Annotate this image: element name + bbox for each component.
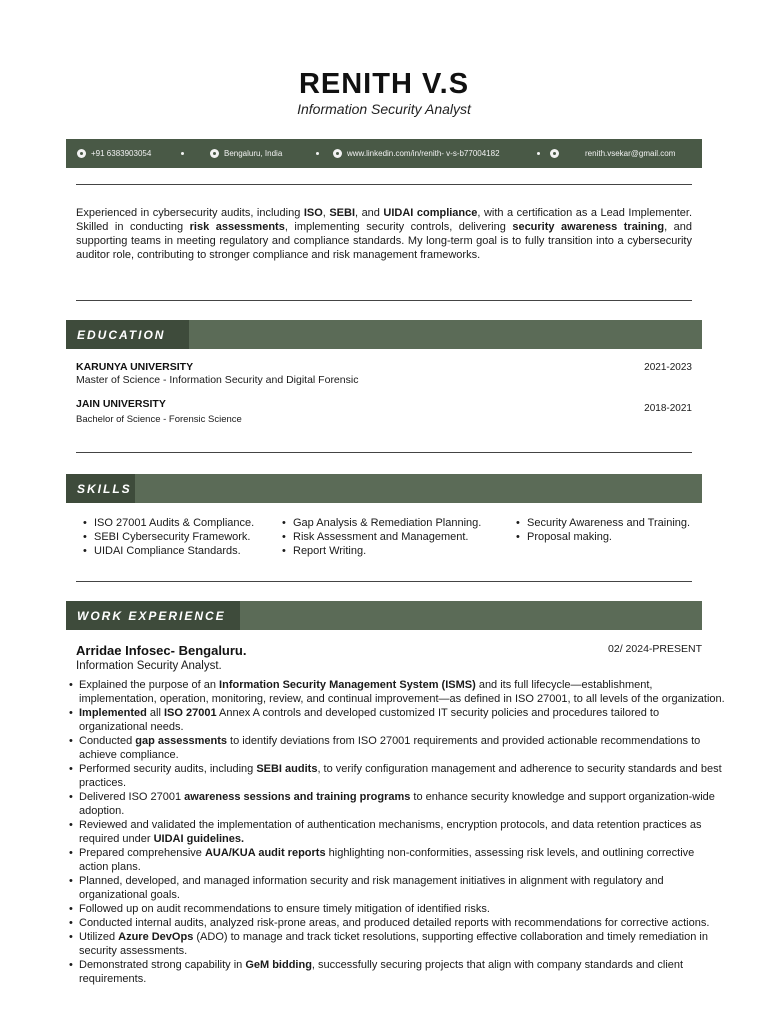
duty-text: highlighting non-conformities, assessing risk levels, and outlining corrective action plans.: [79, 847, 695, 873]
summary-text: , and supporting teams in meeting regulatory and compliance standards. My long-term goal is to fully transition into a cybersecurity auditor role, contributing to stronger compliance and risk management frameworks.: [76, 221, 693, 261]
summary-highlight: ISO: [303, 207, 323, 219]
duty-text: Prepared comprehensive: [79, 847, 205, 859]
work-experience-heading: WORK EXPERIENCE: [66, 601, 240, 630]
skills-column: [80, 516, 254, 558]
skills-column: [513, 516, 690, 544]
skill-item: • Gap Analysis & Remediation Planning.: [279, 516, 481, 530]
email-link[interactable]: renith.vsekar@gmail.com: [585, 149, 676, 158]
duty-text: to identify deviations from ISO 27001 requirements and provided actionable recommendations to achieve compliance.: [79, 735, 701, 761]
duty-item: [66, 958, 726, 986]
duty-text: , to verify configuration management and adherence to security standards and best practices.: [79, 763, 722, 789]
separator-dot: [316, 152, 319, 155]
summary-text: , with a certification as a Lead Implementer. Skilled in conducting: [76, 207, 692, 233]
education-heading: EDUCATION: [66, 320, 189, 349]
contact-email[interactable]: [550, 139, 675, 168]
duty-item: [66, 678, 726, 706]
candidate-name: RENITH V.S: [298, 68, 470, 100]
separator-dot: [181, 152, 184, 155]
contact-location: [210, 139, 282, 168]
duty-text: Followed up on audit recommendations to ensure timely mitigation of identified risks.: [79, 903, 490, 915]
skill-item: • SEBI Cybersecurity Framework.: [80, 530, 254, 544]
skills-column: [279, 516, 481, 558]
duty-text: Delivered ISO 27001: [79, 791, 185, 803]
contact-phone: [77, 139, 151, 168]
duty-item: [66, 874, 726, 902]
education-degree: Master of Science - Information Security and Digital Forensic: [76, 374, 359, 386]
summary-highlight: SEBI: [329, 207, 356, 219]
skill-item: • Risk Assessment and Management.: [279, 530, 481, 544]
education-degree: Bachelor of Science - Forensic Science: [76, 414, 242, 425]
duty-text: Explained the purpose of an: [79, 679, 220, 691]
skill-item: • Report Writing.: [279, 544, 481, 558]
phone-number: +91 6383903054: [91, 149, 152, 158]
work-experience-section-header: [66, 601, 702, 630]
duty-item: [66, 706, 726, 734]
duty-text: (ADO) to manage and track ticket resolutions, supporting effective collaboration and timely remediation in security assessments.: [79, 931, 708, 957]
duty-text: , successfully securing projects that align with company standards and client requirements.: [79, 959, 684, 985]
duty-text: Conducted internal audits, analyzed risk-prone areas, and produced detailed reports with recommendations for corrective actions.: [79, 917, 710, 929]
separator-dot: [537, 152, 540, 155]
email-icon: [550, 149, 559, 158]
duty-highlight: ISO 27001: [163, 707, 217, 719]
education-years: 2018-2021: [644, 403, 692, 414]
summary-text: , implementing security controls, delivering: [284, 221, 513, 233]
summary-highlight: risk assessments: [189, 221, 285, 233]
job-dates: 02/ 2024-PRESENT: [608, 643, 702, 655]
duty-item: [66, 846, 726, 874]
duty-highlight: Azure DevOps: [118, 931, 194, 943]
duty-item: [66, 916, 726, 930]
duty-text: Conducted: [79, 735, 136, 747]
summary-highlight: security awareness training: [512, 221, 665, 233]
divider: [76, 452, 692, 453]
location-text: Bengaluru, India: [224, 149, 283, 158]
phone-icon: [77, 149, 86, 158]
candidate-role: Information Security Analyst: [297, 101, 471, 117]
skills-section-header: [66, 474, 702, 503]
summary-text: ,: [322, 207, 330, 219]
education-section-header: [66, 320, 702, 349]
job-title: Information Security Analyst.: [76, 660, 222, 672]
education-institution: JAIN UNIVERSITY: [76, 398, 166, 410]
linkedin-link[interactable]: www.linkedin.com/in/renith- v-s-b77004182: [347, 149, 500, 158]
duty-text: Annex A controls and developed customized IT security policies and procedures tailored to organizational needs.: [79, 707, 660, 733]
duty-text: Reviewed and validated the implementation of authentication mechanisms, encryption protocols, and data retention practices as required under: [79, 819, 702, 845]
duty-highlight: UIDAI guidelines.: [153, 833, 245, 845]
duty-item: [66, 930, 726, 958]
duty-highlight: GeM bidding: [245, 959, 312, 971]
duty-text: all: [146, 707, 164, 719]
duty-item: [66, 818, 726, 846]
education-years: 2021-2023: [644, 362, 692, 373]
duty-item: [66, 790, 726, 818]
duty-text: Performed security audits, including: [79, 763, 257, 775]
duty-highlight: gap assessments: [135, 735, 227, 747]
duty-text: and its full lifecycle—establishment, implementation, operation, monitoring, review, and continual improvement—as defined in ISO 27001, to all levels of the organization.: [79, 679, 725, 705]
skills-heading: SKILLS: [66, 474, 135, 503]
skill-item: • Security Awareness and Training.: [513, 516, 690, 530]
duty-highlight: AUA/KUA audit reports: [204, 847, 326, 859]
duty-text: to enhance security knowledge and support organization-wide adoption.: [79, 791, 715, 817]
duty-highlight: Information Security Management System (ISMS): [219, 679, 476, 691]
duty-highlight: Implemented: [79, 707, 147, 719]
duty-text: Demonstrated strong capability in: [79, 959, 246, 971]
divider: [76, 300, 692, 301]
duty-item: [66, 734, 726, 762]
skill-item: • ISO 27001 Audits & Compliance.: [80, 516, 254, 530]
duties-list: [66, 678, 726, 986]
education-institution: KARUNYA UNIVERSITY: [76, 361, 194, 373]
duty-item: [66, 762, 726, 790]
contact-bar: [66, 139, 702, 168]
duty-highlight: SEBI audits: [256, 763, 318, 775]
contact-linkedin[interactable]: [333, 139, 500, 168]
summary-text: Experienced in cybersecurity audits, including: [76, 207, 304, 219]
globe-icon: [333, 149, 342, 158]
skill-item: • Proposal making.: [513, 530, 690, 544]
location-pin-icon: [210, 149, 219, 158]
duty-text: Utilized: [79, 931, 119, 943]
summary-text: , and: [355, 207, 384, 219]
duty-text: Planned, developed, and managed information security and risk management initiatives in alignment with regulatory and organizational goals.: [79, 875, 664, 901]
duty-highlight: awareness sessions and training programs: [184, 791, 411, 803]
divider: [76, 184, 692, 185]
skill-item: • UIDAI Compliance Standards.: [80, 544, 254, 558]
company-name: Arridae Infosec- Bengaluru.: [76, 643, 247, 658]
duty-item: [66, 902, 726, 916]
summary-highlight: UIDAI compliance: [383, 207, 478, 219]
divider: [76, 581, 692, 582]
summary-paragraph: [76, 206, 692, 262]
